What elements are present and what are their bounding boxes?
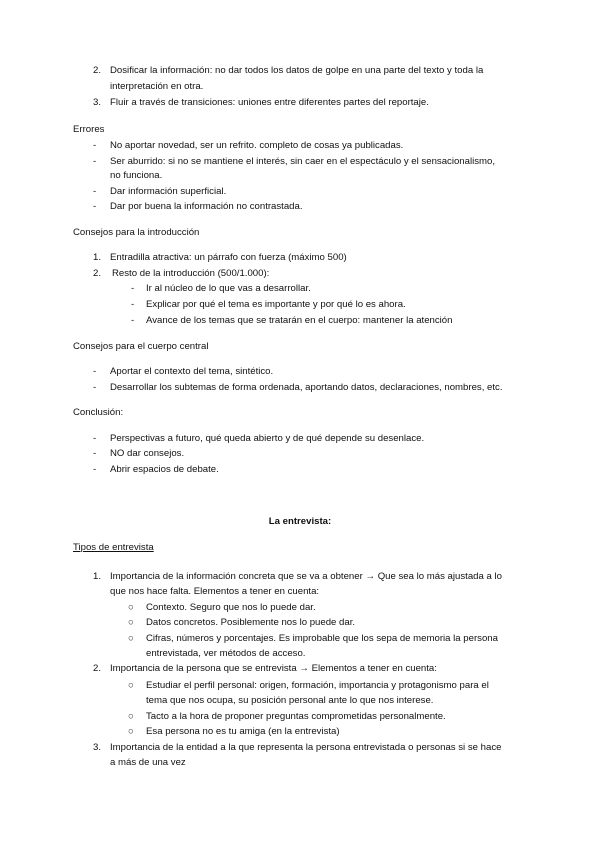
dash-bullet: - — [93, 186, 97, 197]
sub-bullet-text: Contexto. Seguro que nos lo puede dar. — [146, 602, 316, 613]
circle-bullet-icon: ○ — [128, 726, 134, 737]
dash-bullet: - — [131, 283, 135, 294]
sub-bullet-text: Esa persona no es tu amiga (en la entrevista) — [146, 726, 340, 737]
sub-bullet-text: entrevistada, ver métodos de acceso. — [146, 648, 306, 659]
bullet-text: Perspectivas a futuro, qué queda abierto y de qué depende su desenlace. — [110, 433, 425, 444]
conclusion-heading: Conclusión: — [73, 407, 124, 418]
sub-bullet-text: Explicar por qué el tema es importante y por qué lo es ahora. — [146, 299, 406, 310]
tipos-entrevista-heading: Tipos de entrevista — [73, 542, 154, 553]
sub-bullet-text: Estudiar el perfil personal: origen, formación, importancia y protagonismo para el — [146, 680, 489, 691]
list-text: interpretación en otra. — [110, 81, 204, 92]
bullet-text: Dar por buena la información no contrastada. — [110, 201, 303, 212]
list-number: 3. — [93, 97, 102, 108]
sub-bullet-text: Cifras, números y porcentajes. Es improbable que los sepa de memoria la persona — [146, 633, 498, 644]
circle-bullet-icon: ○ — [128, 633, 134, 644]
list-number: 2. — [93, 268, 102, 279]
circle-bullet-icon: ○ — [128, 680, 134, 691]
dash-bullet: - — [93, 201, 97, 212]
dash-bullet: - — [93, 140, 97, 151]
list-text: a más de una vez — [110, 757, 186, 768]
list-text: que nos hace falta. Elementos a tener en cuenta: — [110, 586, 320, 597]
bullet-text: NO dar consejos. — [110, 448, 185, 459]
dash-bullet: - — [131, 315, 135, 326]
dash-bullet: - — [93, 366, 97, 377]
list-number: 1. — [93, 571, 102, 582]
list-number: 1. — [93, 252, 102, 263]
list-text: Entradilla atractiva: un párrafo con fuerza (máximo 500) — [110, 252, 347, 263]
list-text: Fluir a través de transiciones: uniones entre diferentes partes del reportaje. — [110, 97, 429, 108]
bullet-text: no funciona. — [110, 170, 163, 181]
sub-bullet-text: Ir al núcleo de lo que vas a desarrollar. — [146, 283, 311, 294]
bullet-text: Ser aburrido: si no se mantiene el interés, sin caer en el espectáculo y el sensacionalismo, — [110, 156, 496, 167]
circle-bullet-icon: ○ — [128, 711, 134, 722]
bullet-text: Abrir espacios de debate. — [110, 464, 219, 475]
sub-bullet-text: Avance de los temas que se tratarán en el cuerpo: mantener la atención — [146, 315, 453, 326]
list-text: Dosificar la información: no dar todos los datos de golpe en una parte del texto y toda la — [110, 65, 484, 76]
bullet-text: Dar información superficial. — [110, 186, 227, 197]
list-number: 2. — [93, 65, 102, 76]
dash-bullet: - — [93, 156, 97, 167]
dash-bullet: - — [93, 464, 97, 475]
dash-bullet: - — [93, 433, 97, 444]
cuerpo-heading: Consejos para el cuerpo central — [73, 341, 209, 352]
list-number: 3. — [93, 742, 102, 753]
circle-bullet-icon: ○ — [128, 602, 134, 613]
introduccion-heading: Consejos para la introducción — [73, 227, 200, 238]
bullet-text: No aportar novedad, ser un refrito. completo de cosas ya publicadas. — [110, 140, 404, 151]
sub-bullet-text: tema que nos ocupa, su posición personal ante lo que nos interese. — [146, 695, 434, 706]
list-number: 2. — [93, 663, 102, 674]
sub-bullet-text: Tacto a la hora de proponer preguntas comprometidas personalmente. — [146, 711, 446, 722]
list-text: Importancia de la entidad a la que representa la persona entrevistada o personas si se hace — [110, 742, 502, 753]
bullet-text: Desarrollar los subtemas de forma ordenada, aportando datos, declaraciones, nombres, etc. — [110, 382, 503, 393]
list-text: Importancia de la persona que se entrevista → Elementos a tener en cuenta: — [110, 663, 437, 674]
list-text: Resto de la introducción (500/1.000): — [112, 268, 270, 279]
dash-bullet: - — [93, 448, 97, 459]
entrevista-title: La entrevista: — [268, 516, 332, 527]
list-text: Importancia de la información concreta que se va a obtener → Que sea lo más ajustada a lo — [110, 571, 502, 582]
circle-bullet-icon: ○ — [128, 617, 134, 628]
bullet-text: Aportar el contexto del tema, sintético. — [110, 366, 274, 377]
errores-heading: Errores — [73, 124, 105, 135]
dash-bullet: - — [93, 382, 97, 393]
sub-bullet-text: Datos concretos. Posiblemente nos lo puede dar. — [146, 617, 356, 628]
dash-bullet: - — [131, 299, 135, 310]
